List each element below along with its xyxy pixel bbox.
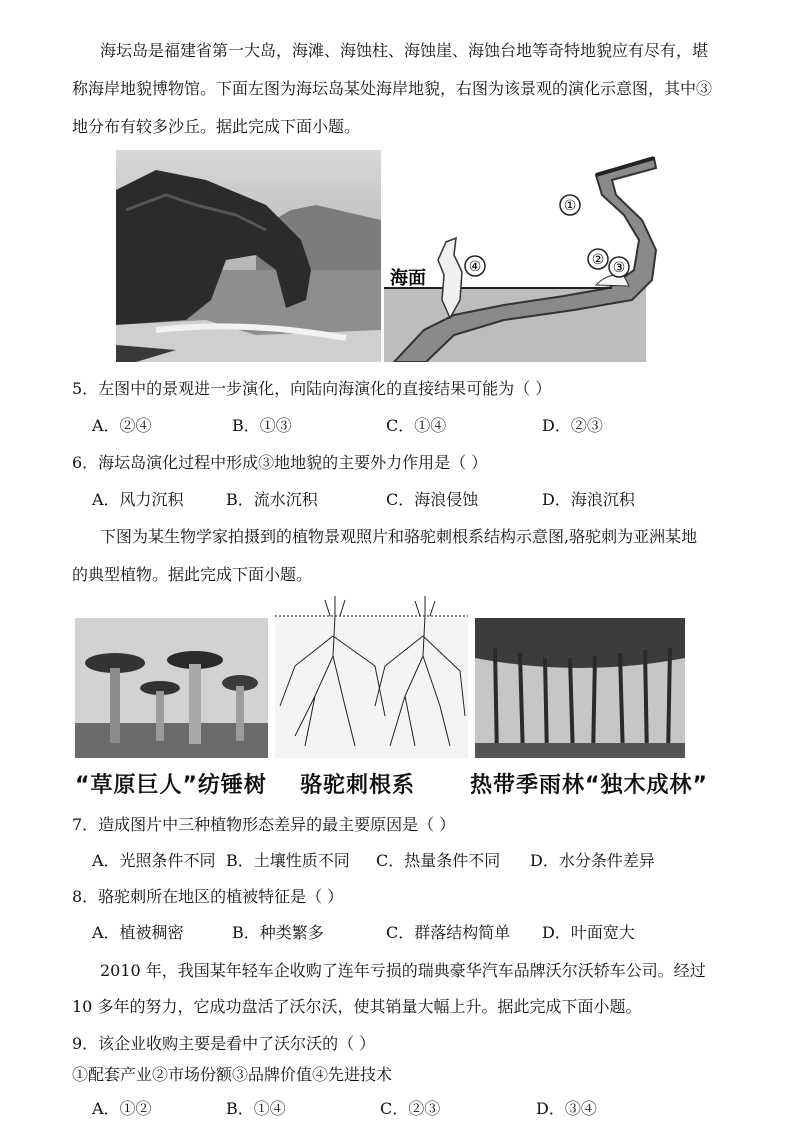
q5-option-a[interactable]: A．②④ [92,416,152,435]
baobab-photo [75,618,268,758]
intro-line-2: 称海岸地貌博物馆。下面左图为海坛岛某处海岸地貌，右图为该景观的演化示意图，其中③ [72,79,713,98]
label-1: ① [563,198,577,214]
q7-option-b[interactable]: B．土壤性质不同 [226,851,350,870]
question-5-stem: 5．左图中的景观进一步演化，向陆向海演化的直接结果可能为（ ） [72,379,552,398]
label-2: ② [591,252,605,268]
sea-arch-photo [116,150,381,362]
q8-option-a[interactable]: A．植被稠密 [92,923,184,942]
q6-option-c[interactable]: C．海浪侵蚀 [386,490,479,509]
q5-option-b[interactable]: B．①③ [232,416,292,435]
question-8-stem: 8．骆驼刺所在地区的植被特征是（ ） [72,887,344,906]
q7-option-a[interactable]: A．光照条件不同 [92,851,216,870]
caption-camel-thorn: 骆驼刺根系 [300,773,416,798]
question-7-stem: 7．造成图片中三种植物形态差异的最主要原因是（ ） [72,815,456,834]
q9-option-c[interactable]: C．②③ [380,1099,441,1118]
q6-option-b[interactable]: B．流水沉积 [226,490,318,509]
question-6-stem: 6．海坛岛演化过程中形成③地地貌的主要外力作用是（ ） [72,453,488,472]
label-3: ③ [612,260,626,276]
question-9-stem: 9．该企业收购主要是看中了沃尔沃的（ ） [72,1034,376,1053]
intro2-line-1: 下图为某生物学家拍摄到的植物景观照片和骆驼刺根系结构示意图,骆驼刺为亚洲某地 [100,527,698,546]
q8-option-c[interactable]: C．群落结构简单 [386,923,511,942]
q8-option-b[interactable]: B．种类繁多 [232,923,324,942]
q5-option-d[interactable]: D．②③ [542,416,603,435]
q6-option-d[interactable]: D．海浪沉积 [542,490,635,509]
caption-banyan: 热带季雨林“独木成林” [470,773,708,798]
sea-surface-label: 海面 [390,268,426,289]
intro2-line-2: 的典型植物。据此完成下面小题。 [72,565,313,584]
q9-choices-line: ①配套产业②市场份额③品牌价值④先进技术 [72,1065,393,1084]
label-4: ④ [468,259,482,275]
intro3-line-2: 10 多年的努力，它成功盘活了沃尔沃，使其销量大幅上升。据此完成下面小题。 [72,997,642,1016]
q7-option-c[interactable]: C．热量条件不同 [376,851,501,870]
intro3-line-1: 2010 年，我国某年轻车企收购了连年亏损的瑞典豪华汽车品牌沃尔沃轿车公司。经过 [100,961,706,980]
q9-option-a[interactable]: A．①② [92,1099,152,1118]
caption-baobab: “草原巨人”纺锤树 [75,773,267,798]
q5-option-c[interactable]: C．①④ [386,416,447,435]
coast-evolution-diagram [384,150,674,362]
q8-option-d[interactable]: D．叶面宽大 [542,923,635,942]
banyan-forest-photo [475,618,685,758]
q9-option-b[interactable]: B．①④ [226,1099,286,1118]
intro-line-1: 海坛岛是福建省第一大岛，海滩、海蚀柱、海蚀崖、海蚀台地等奇特地貌应有尽有，堪 [100,41,709,60]
q9-option-d[interactable]: D．③④ [536,1099,597,1118]
camel-thorn-roots-diagram [275,596,468,758]
intro-line-3: 地分布有较多沙丘。据此完成下面小题。 [72,117,361,136]
q6-option-a[interactable]: A．风力沉积 [92,490,184,509]
q7-option-d[interactable]: D．水分条件差异 [530,851,655,870]
